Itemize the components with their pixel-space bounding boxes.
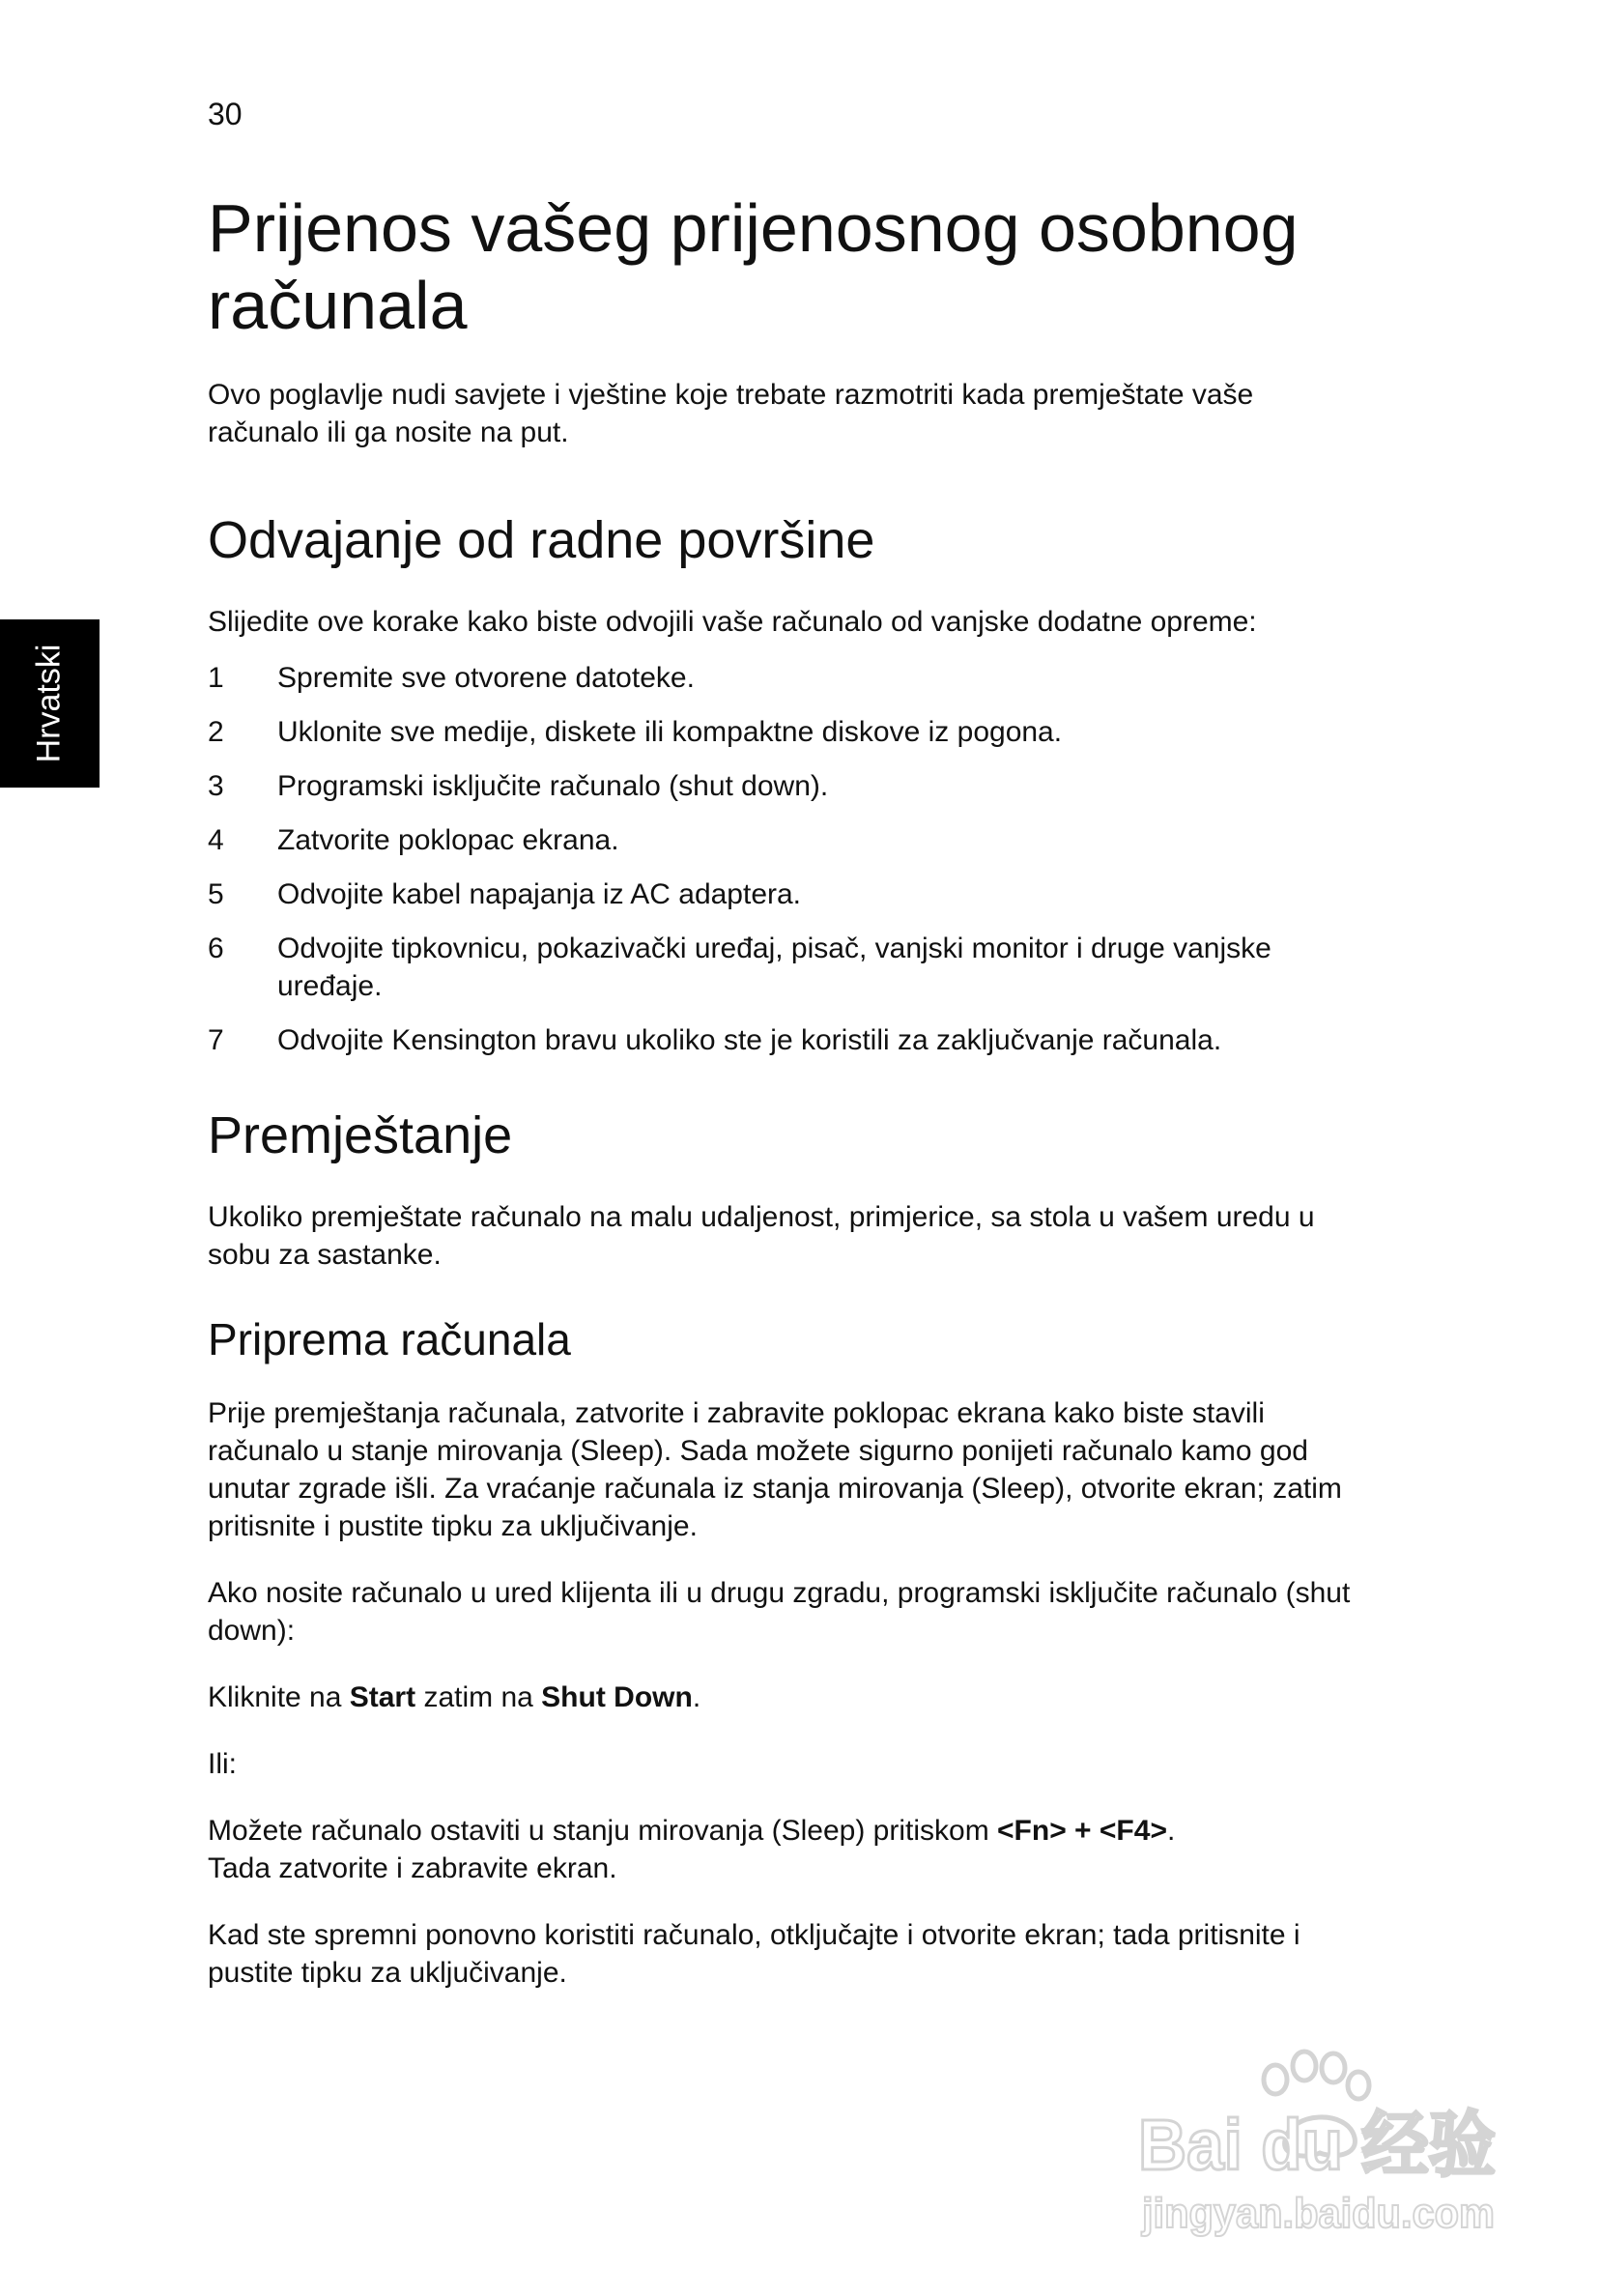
watermark-url-text: jingyan.baidu.com	[1141, 2190, 1495, 2237]
step-number: 2	[208, 716, 224, 748]
step-text: Odvojite Kensington bravu ukoliko ste je koristili za zaključvanje računala.	[277, 1024, 1222, 1056]
page-content	[208, 189, 1357, 1992]
priprema-paragraph-2: Ako nosite računalo u ured klijenta ili u drugu zgradu, programski isključite računalo (shut down):	[208, 1577, 1351, 1647]
step-number: 1	[208, 662, 224, 694]
sleep-instruction-prefix: Možete računalo ostaviti u stanju mirovanja (Sleep) pritiskom	[208, 1815, 998, 1847]
shutdown-instruction-suffix: .	[692, 1681, 701, 1713]
section-heading-odvajanje: Odvajanje od radne površine	[208, 511, 875, 569]
sleep-key-combo: <Fn> + <F4>	[997, 1815, 1167, 1847]
step-number: 3	[208, 770, 224, 802]
list-item	[208, 1021, 1357, 1059]
start-label: Start	[349, 1681, 416, 1713]
page-number: 30	[208, 97, 243, 131]
step-number: 5	[208, 878, 224, 910]
shut-down-label: Shut Down	[541, 1681, 693, 1713]
section-intro-odvajanje: Slijedite ove korake kako biste odvojili vaše računalo od vanjske dodatne opreme:	[208, 606, 1257, 638]
priprema-paragraph-1: Prije premještanja računala, zatvorite i zabravite poklopac ekrana kako biste stavili računalo u stanje mirovanja (Sleep). Sada možete sigurno ponijeti računalo kamo god unutar zgrade išli. Za vraćanje računala iz stanja mirovanja (Sleep), otvorite ekran; zatim pritisnite i pustite tipku za uključivanje.	[208, 1397, 1342, 1542]
section-intro-premjestanje: Ukoliko premještate računalo na malu udaljenost, primjerice, sa stola u vašem uredu u sobu za sastanke.	[208, 1201, 1315, 1271]
priprema-paragraph-last: Kad ste spremni ponovno koristiti računalo, otključajte i otvorite ekran; tada pritisnite i pustite tipku za uključivanje.	[208, 1919, 1300, 1989]
step-number: 6	[208, 933, 224, 964]
step-text: Odvojite kabel napajanja iz AC adaptera.	[277, 878, 802, 910]
sleep-instruction	[208, 1812, 1357, 1887]
subsection-heading-priprema: Priprema računala	[208, 1314, 571, 1364]
list-item	[208, 659, 1357, 697]
disconnect-steps-list	[208, 659, 1357, 1059]
shutdown-instruction-mid: zatim na	[415, 1681, 542, 1713]
sleep-instruction-line-2: Tada zatvorite i zabravite ekran.	[208, 1852, 617, 1884]
list-item	[208, 713, 1357, 751]
or-text: Ili:	[208, 1748, 237, 1780]
list-item	[208, 930, 1357, 1005]
language-side-tab	[0, 619, 100, 788]
chapter-intro: Ovo poglavlje nudi savjete i vještine koje trebate razmotriti kada premještate vaše računalo ili ga nosite na put.	[208, 379, 1254, 448]
section-heading-premjestanje: Premještanje	[208, 1106, 513, 1164]
step-text: Uklonite sve medije, diskete ili kompaktne diskove iz pogona.	[277, 716, 1063, 748]
sleep-instruction-suffix: .	[1166, 1815, 1176, 1847]
baidu-jingyan-watermark	[1130, 2039, 1507, 2247]
shutdown-instruction-prefix: Kliknite na	[208, 1681, 350, 1713]
list-item	[208, 767, 1357, 805]
step-text: Odvojite tipkovnicu, pokazivački uređaj, pisač, vanjski monitor i druge vanjske uređaje.	[277, 933, 1271, 1002]
step-text: Programski isključite računalo (shut down).	[277, 770, 829, 802]
chapter-title: Prijenos vašeg prijenosnog osobnog računala	[208, 190, 1299, 343]
step-text: Spremite sve otvorene datoteke.	[277, 662, 695, 694]
list-item	[208, 821, 1357, 859]
watermark-logo-text: Bai du 经验	[1138, 2105, 1496, 2185]
step-text: Zatvorite poklopac ekrana.	[277, 824, 619, 856]
step-number: 4	[208, 824, 224, 856]
shutdown-instruction	[208, 1679, 1357, 1716]
language-side-tab-label: Hrvatski	[30, 644, 68, 763]
list-item	[208, 875, 1357, 913]
step-number: 7	[208, 1024, 224, 1056]
